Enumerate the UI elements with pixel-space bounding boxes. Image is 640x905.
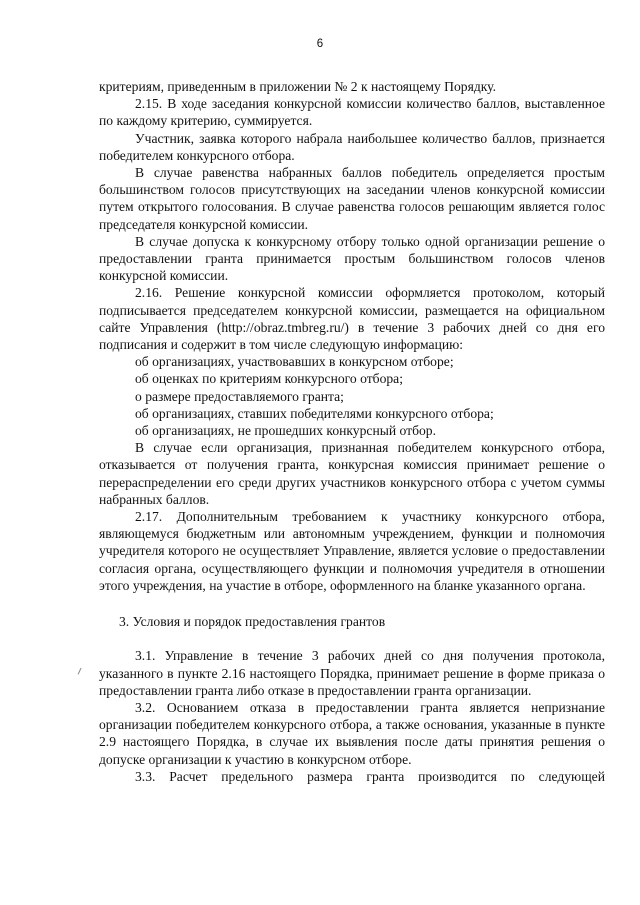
paragraph: критериям, приведенным в приложении № 2 к настоящему Порядку. (99, 79, 497, 94)
list-item: об организациях, ставших победителями конкурсного отбора; (135, 405, 494, 421)
list-item: об организациях, участвовавших в конкурсном отборе; (135, 354, 454, 370)
paragraph: В случае если организация, признанная победителем конкурсного отбора, отказывается от получения гранта, конкурсная комиссия принимает решение о перераспределении его среди других участников конкурсного отбора с учетом суммы набранных баллов. (99, 440, 605, 507)
paragraph: В случае допуска к конкурсному отбору только одной организации решение о предоставлении гранта принимается простым большинством голосов членов конкурсной комиссии. (99, 233, 605, 284)
paragraph: 2.15. В ходе заседания конкурсной комиссии количество баллов, выставленное по каждому критерию, суммируется. (99, 96, 605, 129)
scan-mark (78, 668, 84, 676)
paragraph: 2.16. Решение конкурсной комиссии оформляется протоколом, который подписывается председателем конкурсной комиссии, размещается на официальном сайте Управления (http://obraz.tmbreg.ru/) в течение 3 рабочих дней со дня его подписания и содержит в том числе следующую информацию: (99, 285, 605, 353)
list-item: об организациях, не прошедших конкурсный отбор. (135, 423, 436, 439)
page-number: 6 (316, 38, 324, 50)
paragraph: Участник, заявка которого набрала наибольшее количество баллов, признается победителем конкурсного отбора. (99, 130, 605, 163)
document-body (99, 78, 605, 785)
paragraph: 3.3. Расчет предельного размера гранта производится по следующей (135, 768, 605, 784)
list-item: об оценках по критериям конкурсного отбора; (135, 371, 403, 387)
paragraph: 3.1. Управление в течение 3 рабочих дней со дня получения протокола, указанного в пункте 2.16 настоящего Порядка, принимает решение в форме приказа о предоставлении гранта либо отказе в предоставлении гранта организации. (99, 648, 605, 698)
section-heading: 3. Условия и порядок предоставления грантов (119, 614, 386, 630)
paragraph: 2.17. Дополнительным требованием к участнику конкурсного отбора, являющемуся бюджетным или автономным учреждением, функции и полномочия учредителя которого не осуществляет Управление, является условие о предоставлении согласия органа, осуществляющего функции и полномочия учредителя в отношении этого учреждения, на участие в отборе, оформленного на бланке указанного органа. (99, 509, 605, 593)
paragraph: В случае равенства набранных баллов победитель определяется простым большинством голосов присутствующих на заседании членов конкурсной комиссии путем открытого голосования. В случае равенства голосов решающим является голос председателя конкурсной комиссии. (99, 165, 605, 232)
list-item: о размере предоставляемого гранта; (135, 388, 344, 404)
paragraph: 3.2. Основанием отказа в предоставлении гранта является непризнание организации победителем конкурсного отбора, а также основания, указанные в пункте 2.9 настоящего Порядка, в случае их выявления после даты принятия решения о допуске организации к участию в конкурсном отборе. (99, 699, 605, 767)
